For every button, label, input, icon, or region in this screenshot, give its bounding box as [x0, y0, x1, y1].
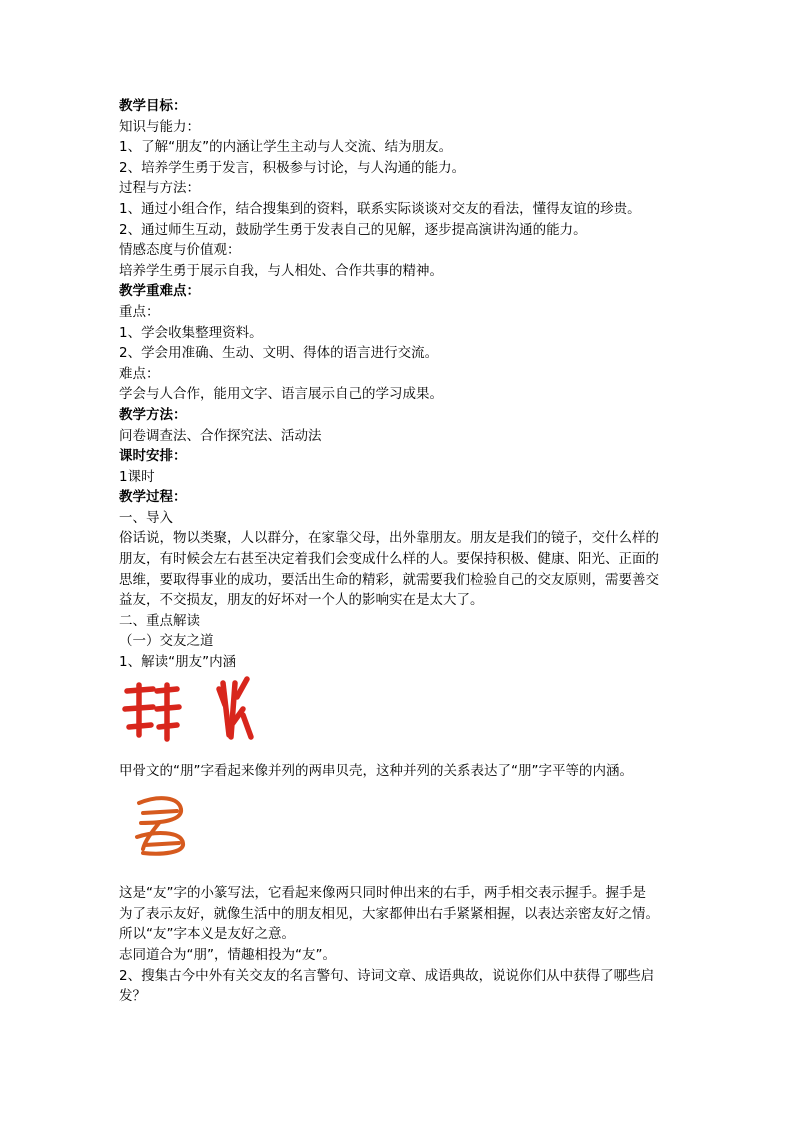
schedule-heading: 课时安排：: [119, 448, 187, 465]
focus-label: 二、重点解读: [119, 612, 200, 629]
key-item-1: 1、学会收集整理资料。: [119, 324, 263, 341]
key-difficulty-heading: 教学重难点：: [119, 283, 200, 300]
lesson-plan-document: [119, 96, 679, 1007]
peng-glyph-drawing: [119, 675, 269, 747]
intro-label: 一、导入: [119, 509, 173, 526]
knowledge-label: 知识与能力：: [119, 118, 200, 135]
peng-oracle-bone-image: [119, 675, 679, 747]
schedule-text: 1课时: [119, 468, 155, 485]
intro-line-4: 益友，不交损友，朋友的好坏对一个人的影响实在是太大了。: [119, 592, 484, 609]
key-item-2: 2、学会用准确、生动、文明、得体的语言进行交流。: [119, 345, 439, 362]
teaching-process-heading: 教学过程：: [119, 489, 187, 506]
way-label: （一）交友之道: [119, 633, 214, 650]
process-item-1: 1、通过小组合作，结合搜集到的资料，联系实际谈谈对交友的看法，懂得友谊的珍贵。: [119, 200, 641, 217]
emotion-text: 培养学生勇于展示自我，与人相处、合作共事的精神。: [119, 262, 443, 279]
method-text: 问卷调查法、合作探究法、活动法: [119, 427, 322, 444]
you-line-1: 这是“友”字的小篆写法，它看起来像两只同时伸出来的右手，两手相交表示握手。握手是: [119, 885, 646, 902]
difficulty-text: 学会与人合作，能用文字、语言展示自己的学习成果。: [119, 386, 443, 403]
intro-line-1: 俗话说，物以类聚，人以群分，在家靠父母，出外靠朋友。朋友是我们的镜子，交什么样的: [119, 530, 659, 547]
you-line-3: 所以“友”字本义是友好之意。: [119, 926, 295, 943]
method-heading: 教学方法：: [119, 406, 187, 423]
key-label: 重点：: [119, 303, 160, 320]
intro-line-3: 思维，要取得事业的成功，要活出生命的精彩，就需要我们检验自己的交友原则，需要善交: [119, 571, 659, 588]
you-seal-script-image: [119, 783, 679, 869]
difficulty-label: 难点：: [119, 365, 160, 382]
knowledge-item-1: 1、了解“朋友”的内涵让学生主动与人交流、结为朋友。: [119, 139, 453, 156]
intro-line-2: 朋友，有时候会左右甚至决定着我们会变成什么样的人。要保持积极、健康、阳光、正面的: [119, 551, 659, 568]
collect-line-1: 2、搜集古今中外有关交友的名言警句、诗词文章、成语典故，说说你们从中获得了哪些启: [119, 967, 655, 984]
process-item-2: 2、通过师生互动，鼓励学生勇于发表自己的见解，逐步提高演讲沟通的能力。: [119, 221, 587, 238]
collect-line-2: 发？: [119, 988, 146, 1005]
you-glyph-drawing: [119, 783, 209, 869]
same-line: 志同道合为“朋”，情趣相投为“友”。: [119, 947, 336, 963]
process-method-label: 过程与方法：: [119, 180, 200, 197]
you-line-2: 为了表示友好，就像生活中的朋友相见，大家都伸出右手紧紧相握，以表达亲密友好之情。: [119, 905, 659, 922]
interpret-label: 1、解读“朋友”内涵: [119, 654, 237, 671]
knowledge-item-2: 2、培养学生勇于发言，积极参与讨论，与人沟通的能力。: [119, 159, 466, 176]
emotion-label: 情感态度与价值观：: [119, 242, 241, 259]
objectives-heading: 教学目标：: [119, 98, 187, 114]
peng-caption: 甲骨文的“朋”字看起来像并列的两串贝壳，这种并列的关系表达了“朋”字平等的内涵。: [119, 762, 633, 779]
